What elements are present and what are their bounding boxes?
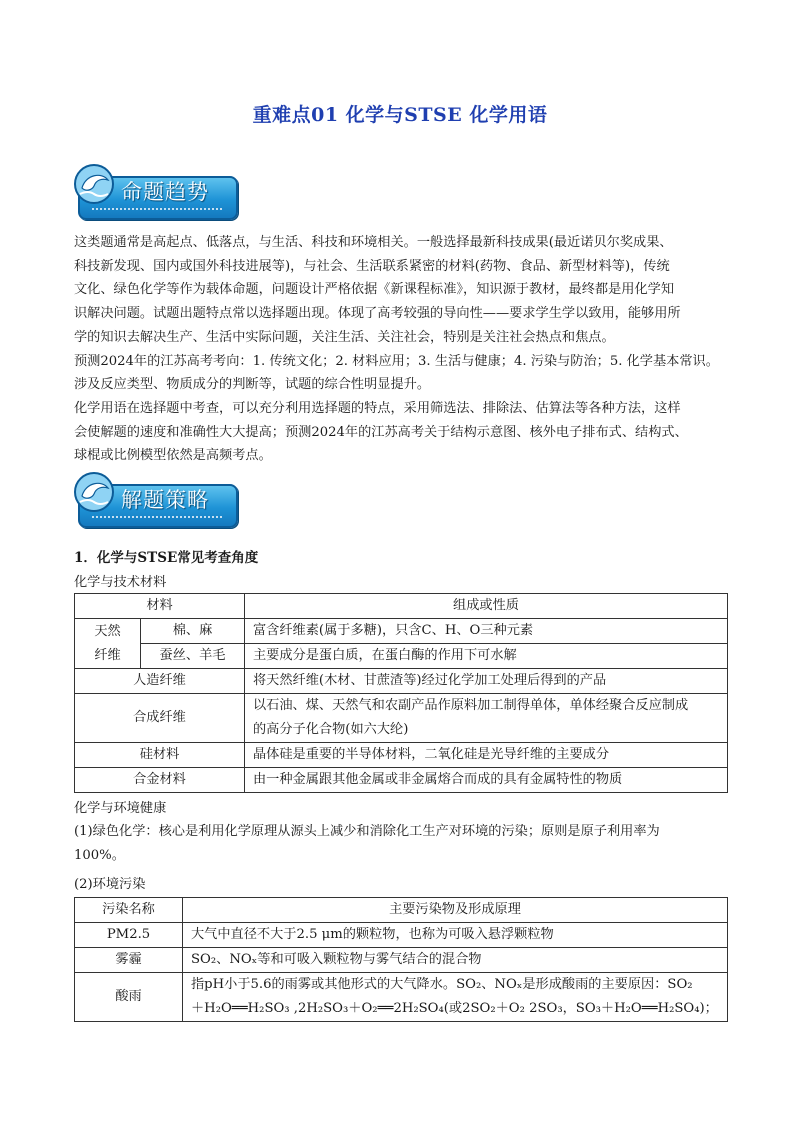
table-row (75, 694, 728, 743)
subsection-label: (2)环境污染 (74, 877, 146, 892)
table-cell (245, 694, 728, 743)
page-title: 重难点01 化学与STSE 化学用语 (252, 104, 548, 126)
table-cell: SO₂、NOₓ等和可吸入颗粒物与雾气结合的混合物 (183, 948, 728, 973)
table-cell: 硅材料 (75, 743, 245, 768)
intro-line: 球棍或比例模型依然是高频考点。 (74, 448, 272, 464)
strategy-badge-label: 解题策略 (121, 488, 209, 512)
table-cell: 蚕丝、羊毛 (141, 644, 245, 669)
table-header-cell: 污染名称 (75, 898, 183, 923)
table-header-row (75, 594, 728, 619)
strategy-badge (72, 478, 240, 530)
table-cell: 富含纤维素(属于多糖)，只含C、H、O三种元素 (245, 619, 728, 644)
badge-dots (92, 516, 222, 524)
pollution-table (74, 897, 728, 1022)
cell-line: ＋H₂O══H₂SO₃ ,2H₂SO₃＋O₂══2H₂SO₄(或2SO₂＋O₂ 2SO₃，SO₃＋H₂O══H₂SO₄)； (191, 1001, 718, 1016)
intro-line: 预测2024年的江苏高考考向：1. 传统文化；2. 材料应用；3. 生活与健康；4. 污染与防治；5. 化学基本常识。 (74, 353, 719, 369)
table-cell: 将天然纤维(木材、甘蔗渣等)经过化学加工处理后得到的产品 (245, 669, 728, 694)
table-cell: 棉、麻 (141, 619, 245, 644)
section-heading: 1．化学与STSE常见考查角度 (74, 550, 259, 566)
table-cell: 由一种金属跟其他金属或非金属熔合而成的具有金属特性的物质 (245, 768, 728, 793)
table-row (75, 768, 728, 793)
table-cell: 主要成分是蛋白质，在蛋白酶的作用下可水解 (245, 644, 728, 669)
intro-line: 学的知识去解决生产、生活中实际问题，关注生活、关注社会，特别是关注社会热点和焦点。 (74, 329, 615, 345)
table-row (75, 669, 728, 694)
green-line: (1)绿色化学：核心是利用化学原理从源头上减少和消除化工生产对环境的污染；原则是原子利用率为 (74, 824, 660, 839)
table-row (75, 973, 728, 1022)
table-cell: 晶体硅是重要的半导体材料，二氧化硅是光导纤维的主要成分 (245, 743, 728, 768)
table-row (75, 619, 728, 644)
intro-paragraph (74, 231, 734, 468)
subsection-label: 化学与技术材料 (74, 575, 167, 590)
table-cell: 合金材料 (75, 768, 245, 793)
table-row (75, 644, 728, 669)
table-header-row (75, 898, 728, 923)
cell-line: 的高分子化合物(如六大纶) (253, 722, 409, 737)
table-cell: 合成纤维 (75, 694, 245, 743)
materials-table (74, 593, 728, 793)
table-row (75, 948, 728, 973)
intro-line: 这类题通常是高起点、低落点，与生活、科技和环境相关。一般选择最新科技成果(最近诺贝尔奖成果、 (74, 235, 673, 250)
cell-line: 以石油、煤、天然气和农副产品作原料加工制得单体，单体经聚合反应制成 (253, 698, 689, 713)
table-cell: 酸雨 (75, 973, 183, 1022)
table-cell: 人造纤维 (75, 669, 245, 694)
table-header-cell: 组成或性质 (245, 594, 728, 619)
natural-fiber-cell (75, 619, 141, 669)
subsection-label: 化学与环境健康 (74, 801, 167, 816)
table-row (75, 923, 728, 948)
intro-line: 识解决问题。试题出题特点常以选择题出现。体现了高考较强的导向性——要求学生学以致用，能够用所 (74, 306, 681, 322)
trend-badge (72, 170, 240, 222)
natural-fiber-label: 天然纤维 (94, 623, 121, 663)
intro-line: 文化、绿色化学等作为载体命题，问题设计严格依据《新课程标准》，知识源于教材，最终都是用化学知 (74, 282, 675, 298)
table-cell: 大气中直径不大于2.5 μm的颗粒物，也称为可吸入悬浮颗粒物 (183, 923, 728, 948)
intro-line: 涉及反应类型、物质成分的判断等，试题的综合性明显提升。 (74, 377, 431, 393)
intro-line: 会使解题的速度和准确性大大提高；预测2024年的江苏高考关于结构示意图、核外电子排布式、结构式、 (74, 424, 688, 440)
table-header-cell: 材料 (75, 594, 245, 619)
green-line: 100%。 (74, 847, 125, 863)
green-chem-paragraph (74, 820, 730, 867)
table-header-cell: 主要污染物及形成原理 (183, 898, 728, 923)
table-cell: 雾霾 (75, 948, 183, 973)
badge-dots (92, 208, 222, 216)
cell-line: 指pH小于5.6的雨雾或其他形式的大气降水。SO₂、NOₓ是形成酸雨的主要原因：SO₂ (191, 977, 693, 992)
table-cell (183, 973, 728, 1022)
table-cell: PM2.5 (75, 923, 183, 948)
intro-line: 科技新发现、国内或国外科技进展等)，与社会、生活联系紧密的材料(药物、食品、新型材料等)，传统 (74, 258, 670, 274)
trend-badge-label: 命题趋势 (121, 180, 209, 204)
intro-line: 化学用语在选择题中考查，可以充分利用选择题的特点，采用筛选法、排除法、估算法等各种方法，这样 (74, 400, 681, 416)
table-row (75, 743, 728, 768)
